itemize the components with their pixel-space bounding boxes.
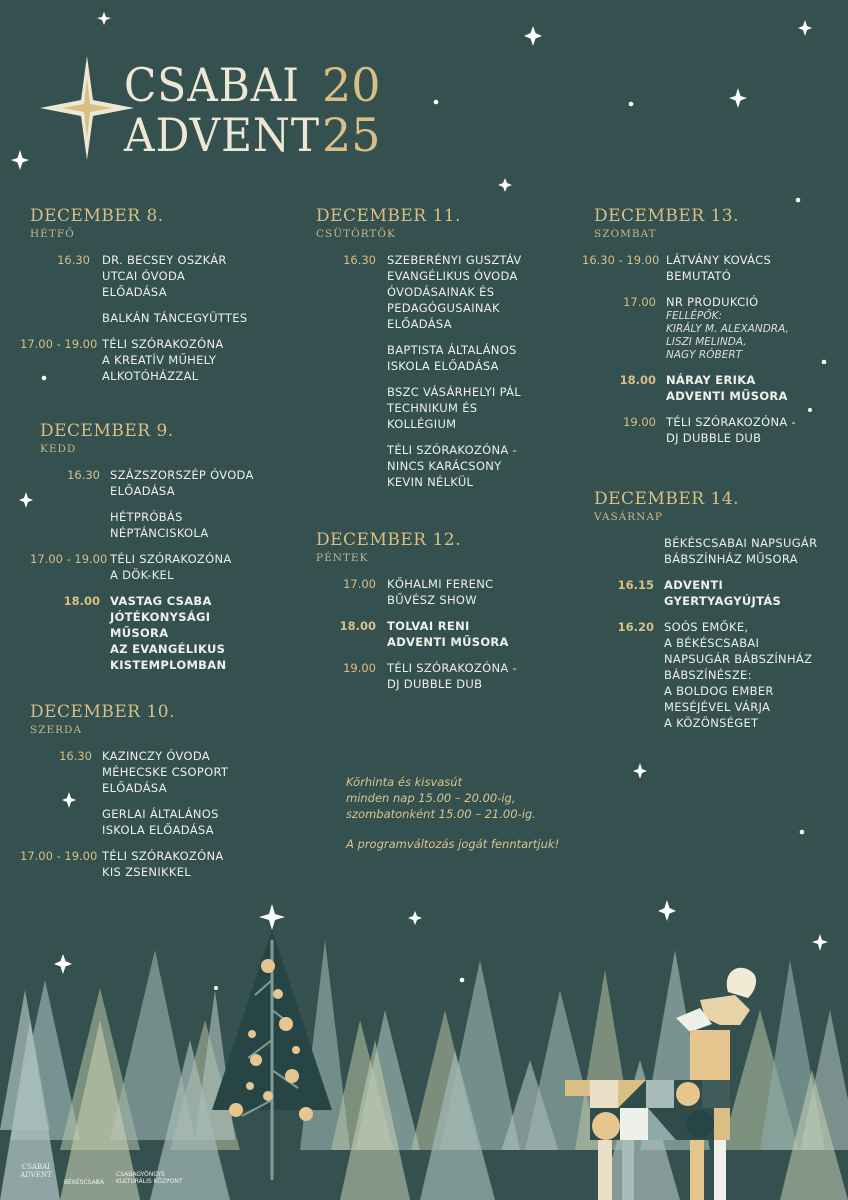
day-date: DECEMBER 9. [40, 421, 174, 441]
event-item [63, 593, 280, 673]
day-name: SZERDA [30, 724, 83, 736]
event-time: 16.30 [57, 253, 90, 267]
event-item [102, 310, 272, 326]
event-time: 16.30 [59, 749, 92, 763]
event-item [623, 414, 836, 446]
event-time: 18.00 [619, 373, 656, 387]
event-title: BSZC VÁSÁRHELYI PÁL TECHNIKUM ÉS KOLLÉGIUM [387, 385, 521, 431]
disclaimer-note: A programváltozás jogát fenntartjuk! [346, 837, 560, 851]
event-time: 17.00 - 19.00 [20, 337, 98, 351]
event-time: 17.00 [623, 295, 656, 309]
day-date: DECEMBER 14. [594, 489, 740, 509]
day-block [20, 702, 272, 880]
day-block [316, 206, 557, 490]
event-item [387, 442, 557, 490]
event-item [59, 748, 272, 796]
day-block [316, 530, 557, 692]
event-title: DR. BECSEY OSZKÁR UTCAI ÓVODA ELŐADÁSA [102, 253, 227, 299]
event-item [20, 336, 272, 384]
day-block [30, 421, 280, 673]
event-title: LÁTVÁNY KOVÁCS BEMUTATÓ [666, 253, 772, 283]
event-title: KŐHALMI FERENC BŰVÉSZ SHOW [387, 577, 494, 607]
event-title: SZÁZSZORSZÉP ÓVODA ELŐADÁSA [110, 468, 254, 498]
event-time: 19.00 [623, 415, 656, 429]
event-title: HÉTPRÓBÁS NÉPTÁNCISKOLA [110, 510, 209, 540]
event-title: TÉLI SZÓRAKOZÓNA - NINCS KARÁCSONY KEVIN NÉLKÜL [387, 443, 517, 489]
sparkle-icon [19, 492, 33, 508]
event-title: TOLVAI RENI ADVENTI MŰSORA [387, 619, 509, 649]
event-title: TÉLI SZÓRAKOZÓNA A KREATÍV MŰHELY ALKOTÓHÁZZAL [102, 337, 224, 383]
carousel-note: Körhinta és kisvasút minden nap 15.00 – 20.00-ig, szombatonként 15.00 – 21.00-ig. [346, 775, 536, 821]
event-time: 19.00 [343, 661, 376, 675]
event-item [30, 551, 280, 583]
sparkle-icon [97, 12, 111, 25]
event-title: KAZINCZY ÓVODA MÉHECSKE CSOPORT ELŐADÁSA [102, 749, 229, 795]
event-time: 17.00 - 19.00 [30, 552, 108, 566]
event-title: NÁRAY ERIKA ADVENTI MŰSORA [666, 373, 788, 403]
event-item [20, 848, 272, 880]
event-item [110, 509, 280, 541]
event-performers: FELLÉPŐK: KIRÁLY M. ALEXANDRA, LISZI MELINDA, NAGY RÓBERT [666, 310, 789, 361]
event-time: 18.00 [339, 619, 376, 633]
title-year-bottom: 25 [322, 108, 381, 162]
day-block [582, 206, 836, 446]
event-item [617, 619, 834, 731]
day-name: KEDD [40, 443, 77, 455]
title-advent: ADVENT [124, 108, 320, 162]
event-item [67, 467, 280, 499]
title-csabai: CSABAI [124, 58, 300, 112]
event-item [664, 535, 834, 567]
event-item [343, 252, 557, 332]
event-title: BAPTISTA ÁLTALÁNOS ISKOLA ELŐADÁSA [387, 343, 517, 373]
bekescsaba-logo: BÉKÉSCSABA [64, 1179, 104, 1186]
day-block [20, 206, 272, 384]
event-title: TÉLI SZÓRAKOZÓNA A DÖK-KEL [110, 552, 232, 582]
sparkle-icon [498, 178, 512, 192]
event-title: BÉKÉSCSABAI NAPSUGÁR BÁBSZÍNHÁZ MŰSORA [664, 536, 818, 566]
event-time: 17.00 [343, 577, 376, 591]
event-title: VASTAG CSABA JÓTÉKONYSÁGI MŰSORA AZ EVANGÉLIKUS KISTEMPLOMBAN [110, 594, 227, 672]
event-title: NR PRODUKCIÓ [666, 295, 759, 309]
day-name: PÉNTEK [316, 552, 369, 564]
event-item [343, 660, 557, 692]
event-title: GERLAI ÁLTALÁNOS ISKOLA ELŐADÁSA [102, 807, 219, 837]
event-title: TÉLI SZÓRAKOZÓNA - DJ DUBBLE DUB [387, 661, 517, 691]
sparkle-icon [729, 88, 747, 108]
forest-illustration [0, 900, 848, 1200]
event-time: 17.00 - 19.00 [20, 849, 98, 863]
event-title: SZEBERÉNYI GUSZTÁV EVANGÉLIKUS ÓVODA ÓVODÁSAINAK ÉS PEDAGÓGUSAINAK ELŐADÁSA [387, 253, 522, 331]
event-time: 16.20 [617, 620, 654, 634]
event-title: TÉLI SZÓRAKOZÓNA - DJ DUBBLE DUB [666, 415, 796, 445]
day-name: VASÁRNAP [594, 511, 663, 523]
event-item [619, 372, 836, 404]
day-name: SZOMBAT [594, 228, 657, 240]
event-item [57, 252, 272, 300]
event-time: 16.30 [343, 253, 376, 267]
sparkle-icon [798, 20, 812, 36]
event-item [339, 618, 557, 650]
day-name: CSÜTÖRTÖK [316, 228, 396, 240]
event-title: TÉLI SZÓRAKOZÓNA KIS ZSENIKKEL [102, 849, 224, 879]
day-date: DECEMBER 8. [30, 206, 164, 226]
sparkle-icon [11, 150, 29, 170]
csabai-advent-logo: CSABAI ADVENT [20, 1163, 52, 1179]
event-time: 16.30 - 19.00 [582, 253, 660, 267]
north-star-icon [40, 56, 134, 160]
event-item [617, 577, 834, 609]
day-name: HÉTFŐ [30, 228, 75, 240]
event-item [623, 294, 836, 362]
csabagyongye-logo: CSABAGYÖNGYE KULTURÁLIS KÖZPONT [116, 1171, 183, 1185]
day-date: DECEMBER 10. [30, 702, 176, 722]
day-date: DECEMBER 11. [316, 206, 462, 226]
title-year-top: 20 [322, 58, 381, 112]
event-time: 16.30 [67, 468, 100, 482]
day-date: DECEMBER 13. [594, 206, 740, 226]
event-time: 18.00 [63, 594, 100, 608]
event-title: ADVENTI GYERTYAGYÚJTÁS [664, 578, 782, 608]
event-title: SOÓS EMŐKE, A BÉKÉSCSABAI NAPSUGÁR BÁBSZÍNHÁZ BÁBSZÍNÉSZE: A BOLDOG EMBER MESÉJÉVEL VÁRJA A KÖZÖNSÉGET [664, 620, 813, 730]
event-item [387, 342, 557, 374]
event-item [387, 384, 557, 432]
day-date: DECEMBER 12. [316, 530, 462, 550]
event-item [343, 576, 557, 608]
sparkle-icon [524, 26, 542, 46]
event-title: BALKÁN TÁNCEGYÜTTES [102, 311, 248, 325]
event-time: 16.15 [617, 578, 654, 592]
event-item [582, 252, 836, 284]
event-item [102, 806, 272, 838]
sparkle-icon [633, 763, 647, 779]
day-block [594, 489, 834, 731]
